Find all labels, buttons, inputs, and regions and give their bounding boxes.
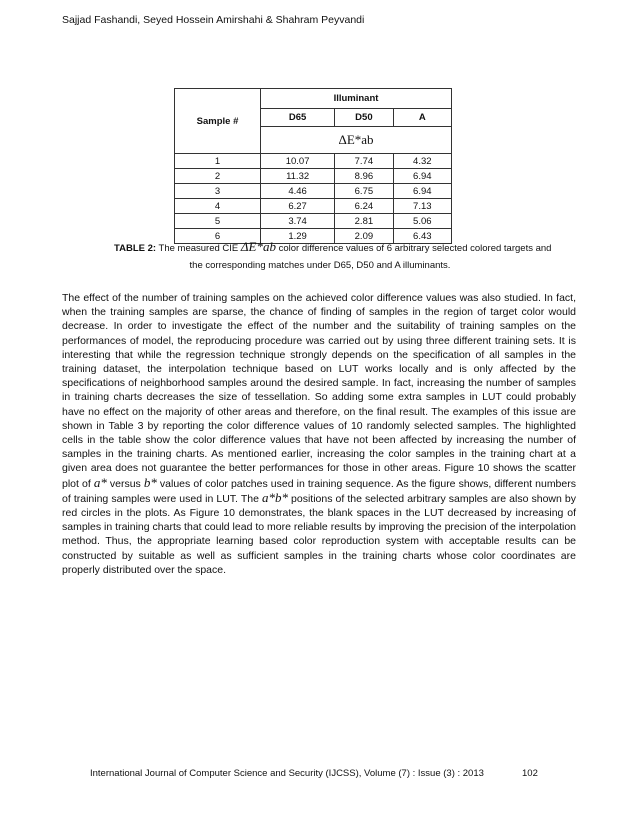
table-cell: 3.74	[261, 214, 335, 229]
table-row	[175, 214, 452, 229]
table-cell: 1	[175, 154, 261, 169]
body-paragraph	[62, 291, 576, 577]
math-a-star: a*	[93, 474, 107, 490]
table-cell: 3	[175, 184, 261, 199]
column-header-d65: D65	[261, 109, 335, 127]
body-versus: versus	[106, 477, 144, 490]
table-cell: 2.09	[335, 229, 393, 244]
caption-label: TABLE 2:	[114, 243, 157, 254]
table-row	[175, 154, 452, 169]
running-header: Sajjad Fashandi, Seyed Hossein Amirshahi & Shahram Peyvandi	[62, 14, 365, 26]
illuminant-header: Illuminant	[261, 89, 452, 109]
column-header-d50: D50	[335, 109, 393, 127]
table-cell: 2.81	[335, 214, 393, 229]
caption-text-before: The measured CIE	[156, 243, 241, 254]
metric-label: ΔE*ab	[261, 127, 452, 154]
table-cell: 5	[175, 214, 261, 229]
math-ab-star: a*b*	[261, 489, 288, 505]
table-cell: 4.32	[393, 154, 451, 169]
table-row	[175, 199, 452, 214]
page-number: 102	[522, 768, 538, 779]
table-cell: 6.94	[393, 184, 451, 199]
math-b-star: b*	[143, 474, 157, 490]
table-cell: 6.75	[335, 184, 393, 199]
table-cell: 8.96	[335, 169, 393, 184]
table-cell: 6	[175, 229, 261, 244]
results-table	[174, 88, 452, 244]
body-text-part-1: The effect of the number of training samples on the achieved color difference values was also studied. In fact, when the training samples are sparse, the chance of finding of samples in the region of target color would decrease. In order to investigate the effect of the number and the suitability of training samples on the performances of model, the reproducing procedure was carried out by using three different training sets. It is interesting that while the regression technique strongly depends on the specification of all samples in the training dataset, the interpolation technique based on LUT works locally and is only affected by the specifications of neighborhood samples around the desired sample. In fact, increasing the number of samples in training charts decreases the size of tessellation. So adding some extra samples in LUT could probably have no effect on the majority of other areas and therefore, on the final result. The examples of this issue are shown in Table 3 by reporting the color difference values of 10 randomly selected samples. The highlighted cells in the table show the color difference values that have not been affected by increasing the number of samples in the training charts. As mentioned earlier, increasing the color samples in the training chart at a given area does not guarantee the better performances for those in other areas. Figure 10 shows the scatter plot of	[62, 292, 576, 490]
table-cell: 5.06	[393, 214, 451, 229]
table-cell: 6.27	[261, 199, 335, 214]
table-row	[175, 169, 452, 184]
column-header-a: A	[393, 109, 451, 127]
body-text-part-2: values of color patches used in training sequence. As the figure shows, different numbers of training samples were used in LUT. The	[62, 477, 576, 505]
table-caption	[60, 238, 580, 274]
table-cell: 6.43	[393, 229, 451, 244]
table-cell: 4.46	[261, 184, 335, 199]
table-row	[175, 184, 452, 199]
table-cell: 2	[175, 169, 261, 184]
table-cell: 11.32	[261, 169, 335, 184]
table-cell: 1.29	[261, 229, 335, 244]
table-cell: 4	[175, 199, 261, 214]
table-cell: 7.74	[335, 154, 393, 169]
table-cell: 7.13	[393, 199, 451, 214]
sample-column-header: Sample #	[175, 89, 261, 154]
caption-line-2: the corresponding matches under D65, D50 and A illuminants.	[189, 260, 451, 271]
table-cell: 6.24	[335, 199, 393, 214]
caption-math: ΔE*ab	[240, 239, 276, 254]
table-cell: 10.07	[261, 154, 335, 169]
journal-footer: International Journal of Computer Science and Security (IJCSS), Volume (7) : Issue (3) : 2013	[90, 768, 484, 779]
caption-text-after: color difference values of 6 arbitrary selected colored targets and	[275, 243, 552, 254]
body-text-part-3: positions of the selected arbitrary samples are also shown by red circles in the plots. As Figure 10 demonstrates, the blank spaces in the LUT decreased by increasing of samples in training charts that could lead to more reliable results by improving the precision of the interpolation method. Thus, the appropriate learning based color reproduction system with acceptable results can be constructed by suitable as well as sufficient samples in the training charts whose color coordinates are properly distributed over the space.	[62, 492, 576, 576]
table-cell: 6.94	[393, 169, 451, 184]
